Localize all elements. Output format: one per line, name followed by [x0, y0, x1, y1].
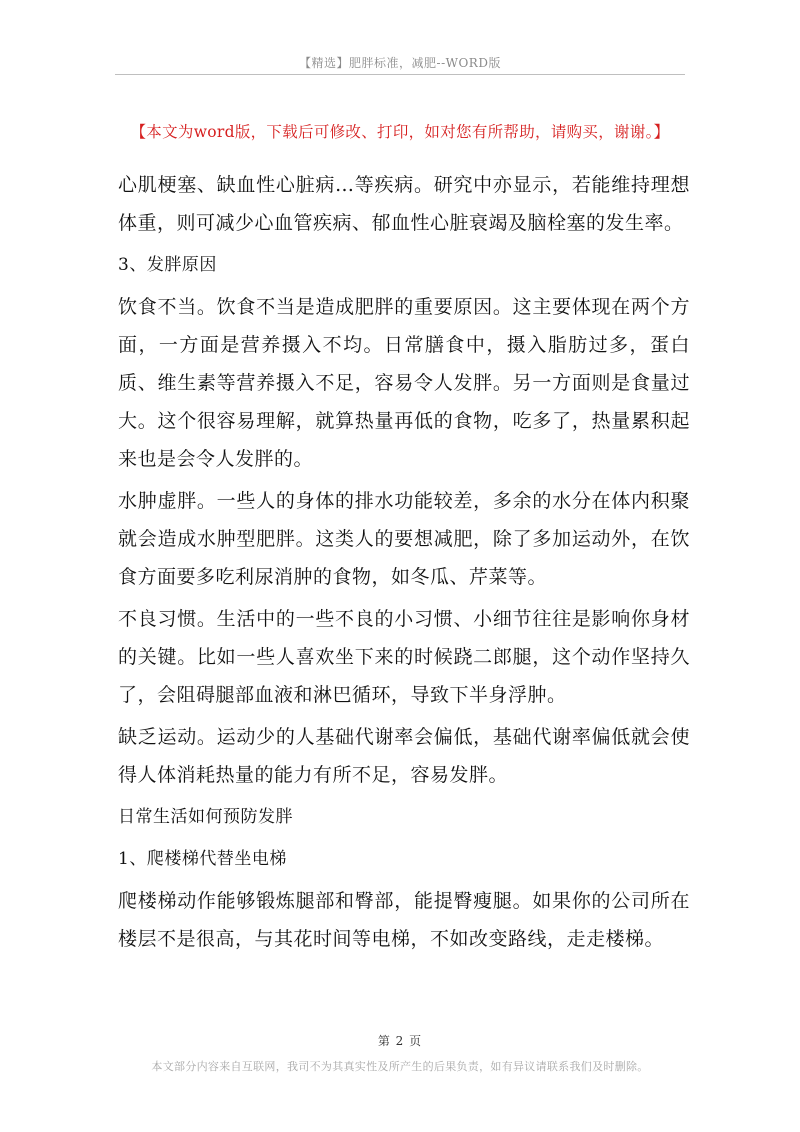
- header-title: 【精选】肥胖标准，减肥--WORD版: [299, 56, 501, 70]
- paragraph-health-risks: 心肌梗塞、缺血性心脏病…等疾病。研究中亦显示，若能维持理想体重，则可减少心血管疾病、郁血性心脏衰竭及脑栓塞的发生率。: [118, 174, 690, 234]
- paragraph-improper-diet: 饮食不当。饮食不当是造成肥胖的重要原因。这主要体现在两个方面，一方面是营养摄入不均。日常膳食中，摄入脂肪过多，蛋白质、维生素等营养摄入不足，容易令人发胖。另一方面则是食量过大。这个很容易理解，就算热量再低的食物，吃多了，热量累积起来也是会令人发胖的。: [118, 296, 690, 470]
- document-body: [118, 166, 690, 962]
- purchase-notice: 【本文为word版，下载后可修改、打印，如对您有所帮助，请购买，谢谢。】: [130, 123, 670, 141]
- paragraph-bad-habits: 不良习惯。生活中的一些不良的小习惯、小细节往往是影响你身材的关键。比如一些人喜欢坐下来的时候跷二郎腿，这个动作坚持久了，会阻碍腿部血液和淋巴循环，导致下半身浮肿。: [118, 608, 690, 706]
- footer-disclaimer: 本文部分内容来自互联网，我司不为其真实性及所产生的后果负责，如有异议请联系我们及时删除。: [151, 1060, 649, 1073]
- paragraph-stairs: 爬楼梯动作能够锻炼腿部和臀部，能提臀瘦腿。如果你的公司所在楼层不是很高，与其花时间等电梯，不如改变路线，走走楼梯。: [118, 890, 690, 950]
- paragraph-lack-of-exercise: 缺乏运动。运动少的人基础代谢率会偏低，基础代谢率偏低就会使得人体消耗热量的能力有所不足，容易发胖。: [118, 726, 690, 786]
- subheading-stairs: 1、爬楼梯代替坐电梯: [118, 849, 287, 869]
- header-divider: [115, 74, 685, 75]
- paragraph-edema: 水肿虚胖。一些人的身体的排水功能较差，多余的水分在体内积聚就会造成水肿型肥胖。这类人的要想减肥，除了多加运动外，在饮食方面要多吃利尿消肿的食物，如冬瓜、芹菜等。: [118, 490, 690, 588]
- page-number: 第 2 页: [377, 1034, 423, 1048]
- section-heading-prevention: 日常生活如何预防发胖: [118, 807, 293, 827]
- section-heading-causes: 3、发胖原因: [118, 255, 217, 275]
